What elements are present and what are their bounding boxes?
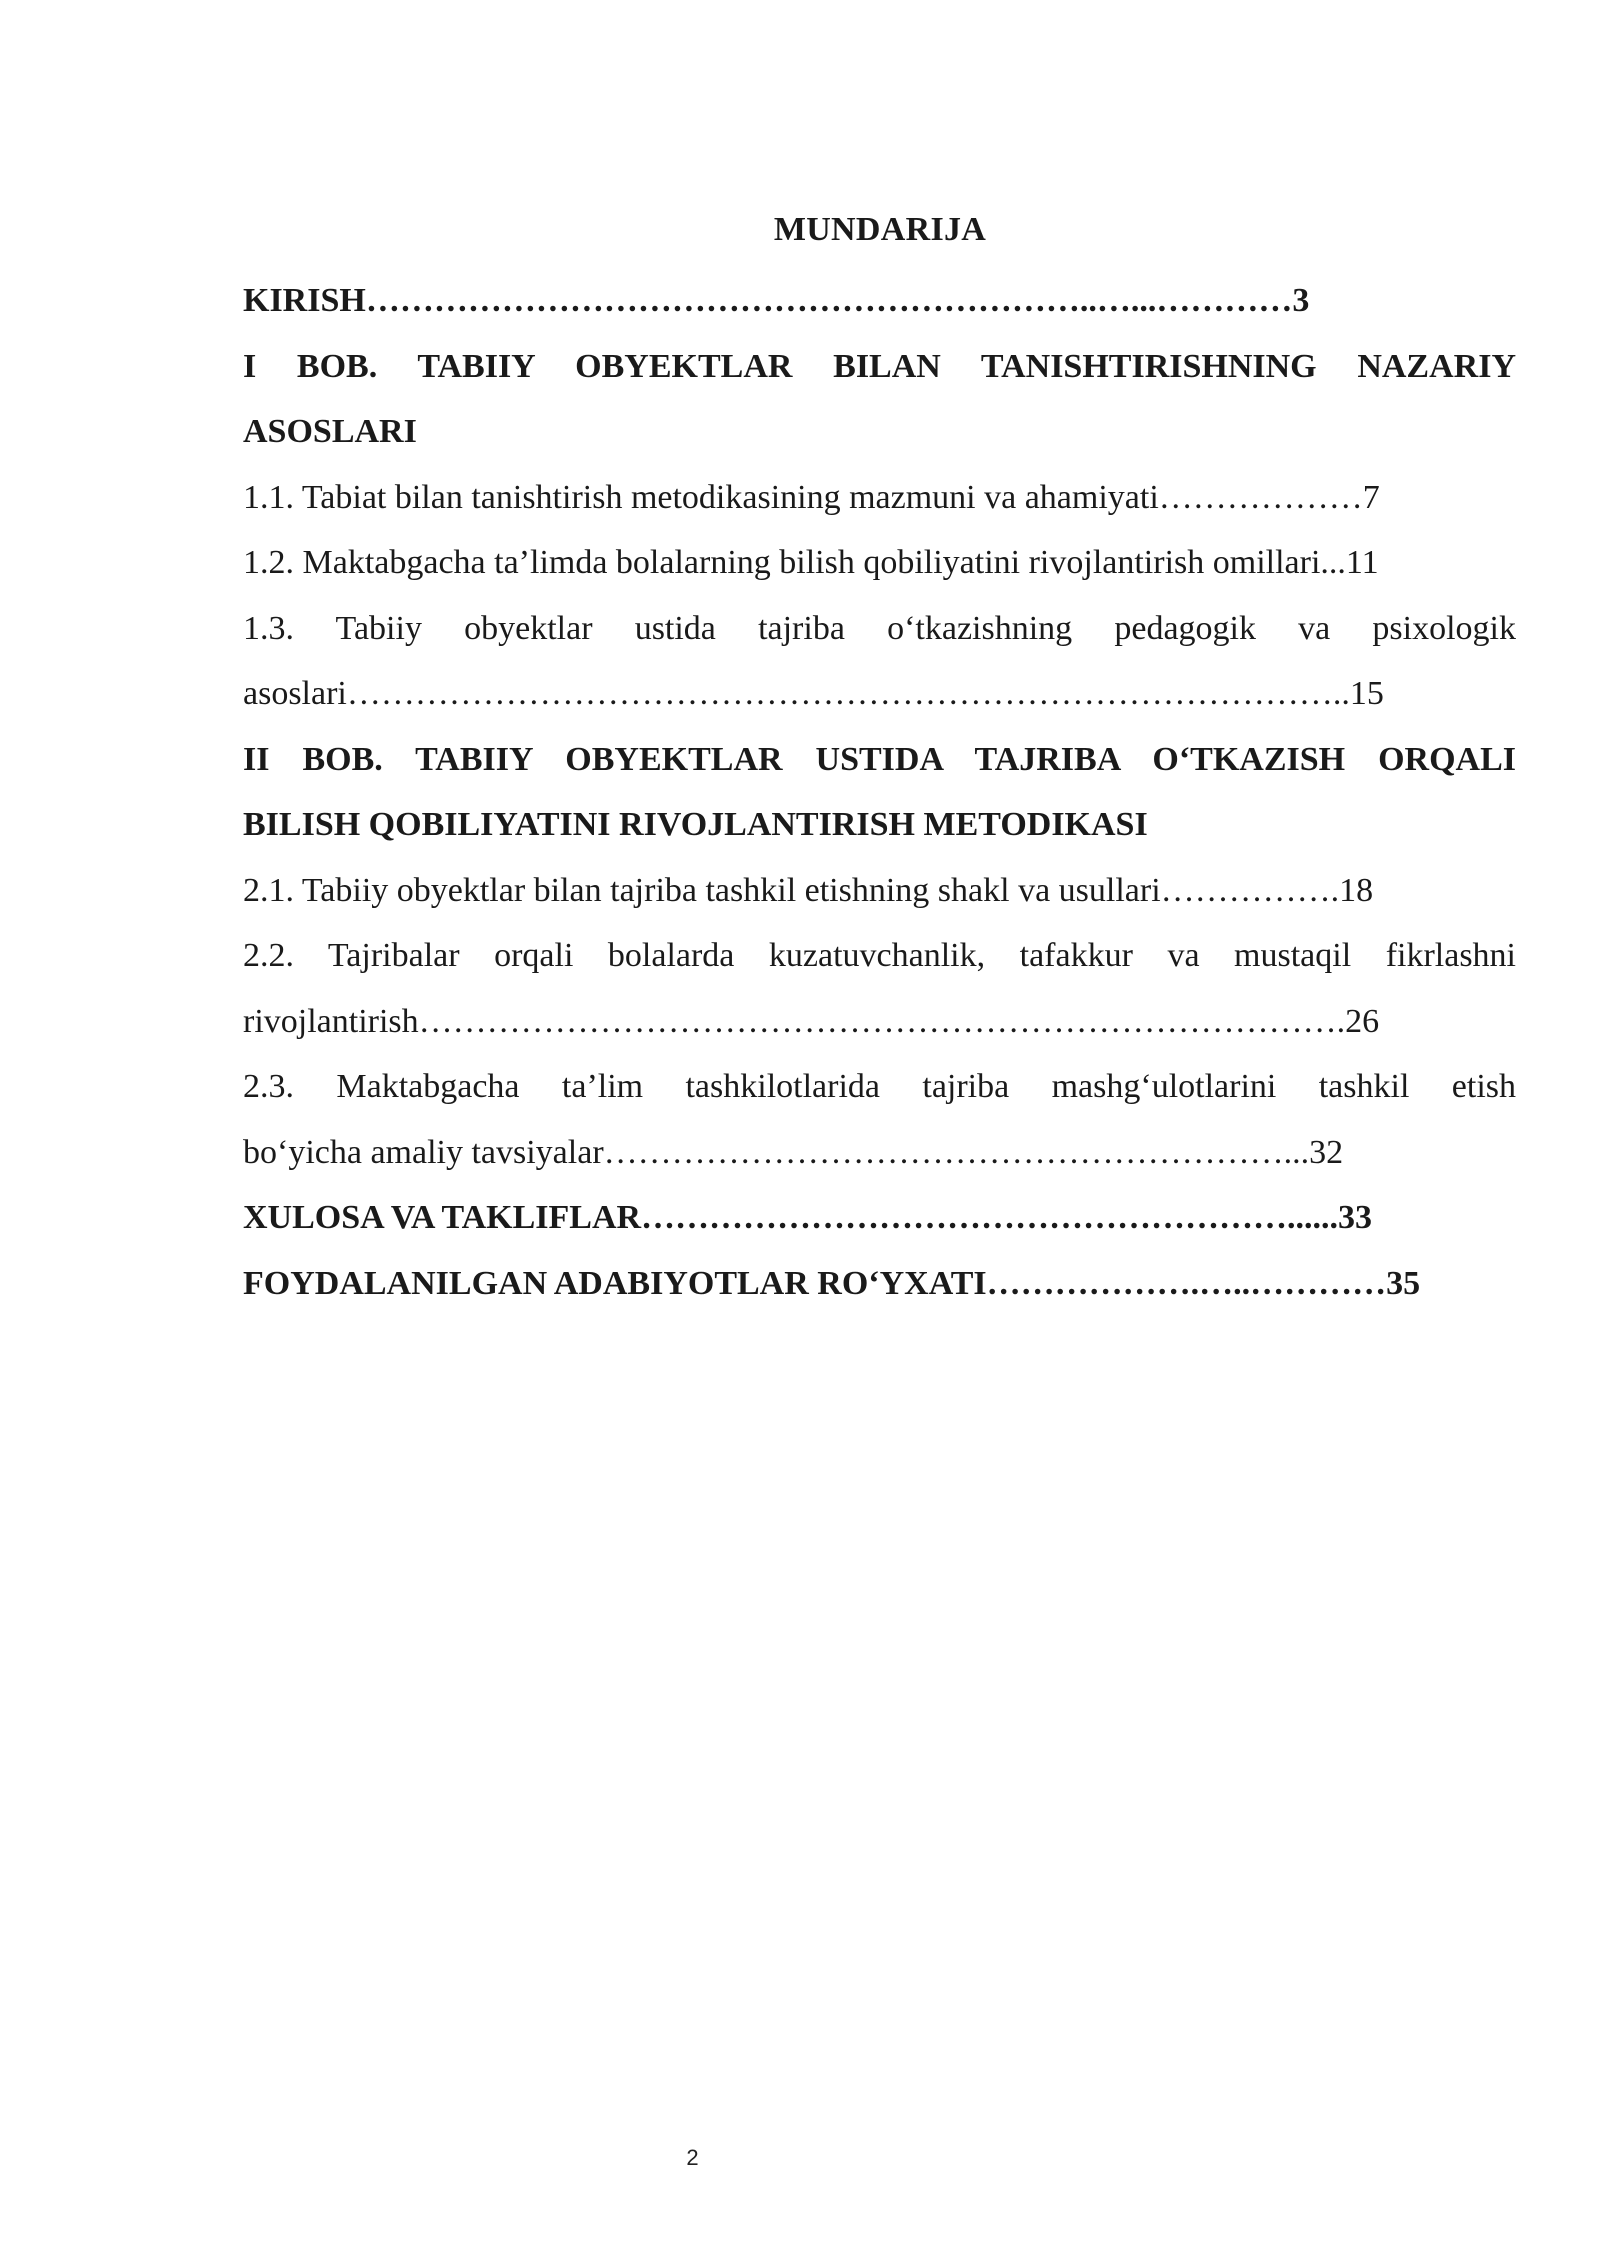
toc-title: MUNDARIJA <box>773 211 987 248</box>
toc-chapter-2-line-1: II BOB. TABIIY OBYEKTLAR USTIDA TAJRIBA O‘TKAZISH ORQALI <box>243 740 1516 778</box>
toc-section-1-3-line-1: 1.3. Tabiiy obyektlar ustida tajriba o‘tkazishning pedagogik va psixologik <box>243 609 1516 647</box>
table-of-contents <box>243 268 1516 1316</box>
toc-section-2-3-line-2: bo‘yicha amaliy tavsiyalar……………………………………………………...32 <box>243 1133 1344 1171</box>
toc-section-2-2-line-1: 2.2. Tajribalar orqali bolalarda kuzatuvchanlik, tafakkur va mustaqil fikrlashni <box>243 937 1516 974</box>
toc-entry-xulosa: XULOSA VA TAKLIFLAR…………………………………………………......33 <box>243 1199 1373 1236</box>
toc-section-2-3-line-1: 2.3. Maktabgacha ta’lim tashkilotlarida tajriba mashg‘ulotlarini tashkil etish <box>243 1068 1516 1105</box>
toc-section-1-3-line-2: asoslari……………………………………………………………………………..15 <box>243 675 1384 712</box>
page-number: 2 <box>686 2145 699 2170</box>
toc-entry-adabiyotlar: FOYDALANILGAN ADABIYOTLAR RO‘YXATI……………….…..…………35 <box>243 1264 1421 1302</box>
toc-section-1-2: 1.2. Maktabgacha ta’limda bolalarning bilish qobiliyatini rivojlantirish omillari...11 <box>243 544 1379 581</box>
toc-section-2-1: 2.1. Tabiiy obyektlar bilan tajriba tashkil etishning shakl va usullari…………….18 <box>243 871 1374 909</box>
toc-chapter-1-line-2: ASOSLARI <box>243 413 417 450</box>
toc-section-1-1: 1.1. Tabiat bilan tanishtirish metodikasining mazmuni va ahamiyati………………7 <box>243 478 1380 516</box>
toc-chapter-2-line-2: BILISH QOBILIYATINI RIVOJLANTIRISH METODIKASI <box>243 806 1148 843</box>
toc-chapter-1-line-1: I BOB. TABIIY OBYEKTLAR BILAN TANISHTIRISHNING NAZARIY <box>243 347 1516 385</box>
toc-section-2-2-line-2: rivojlantirish……………………………………………………………………….26 <box>243 1002 1380 1040</box>
toc-entry-kirish: KIRISH………………………………………………………..…...…………3 <box>243 282 1310 319</box>
